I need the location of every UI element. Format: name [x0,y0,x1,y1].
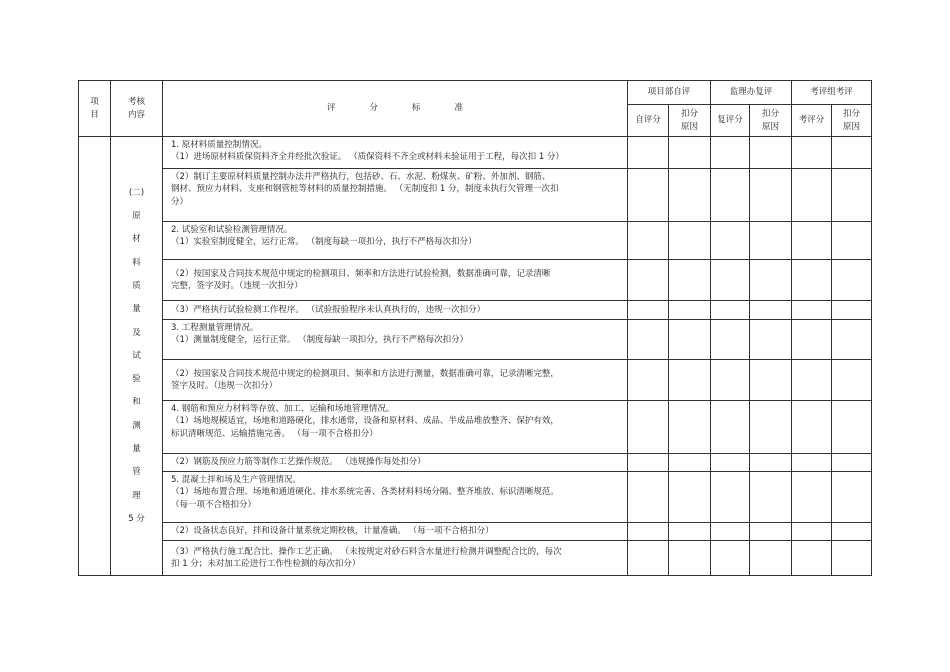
score-cell[interactable] [711,401,750,454]
header-standard: 评分标准 [163,81,628,137]
score-cell[interactable] [832,360,872,401]
header-review-score: 复评分 [711,105,750,137]
score-cell[interactable] [628,360,669,401]
score-cell[interactable] [711,523,750,541]
score-cell[interactable] [792,301,832,320]
header-panel-score: 考评分 [792,105,832,137]
header-self-score: 自评分 [628,105,669,137]
score-cell[interactable] [669,523,711,541]
score-cell[interactable] [832,401,872,454]
score-cell[interactable] [628,222,669,260]
header-review-deduct: 扣分 原因 [750,105,792,137]
score-cell[interactable] [792,523,832,541]
score-cell[interactable] [792,260,832,301]
score-cell[interactable] [832,169,872,222]
score-cell[interactable] [750,320,792,360]
standard-row-3: 2. 试验室和试验检测管理情况。 （1）实验室制度健全，运行正常。 （制度每缺一项扣分，执行不严格每次扣分） [163,222,628,260]
score-cell[interactable] [711,222,750,260]
score-cell[interactable] [628,472,669,523]
score-cell[interactable] [750,454,792,472]
standard-row-5: （3）严格执行试验检测工作程序。 （试验报验程序未认真执行的，违规一次扣分） [163,301,628,320]
score-cell[interactable] [792,454,832,472]
standard-row-2: （2）制订主要原材料质量控制办法并严格执行，包括砂、石、水泥、粉煤灰、矿粉、外加剂、钢筋、 钢材、预应力材料、支座和钢管桩等材料的质量控制措施。 （无制度扣 1 分，制度未执行欠管理一次扣 分） [163,169,628,222]
score-cell[interactable] [750,222,792,260]
score-cell[interactable] [750,360,792,401]
score-cell[interactable] [669,472,711,523]
score-cell[interactable] [669,222,711,260]
score-cell[interactable] [711,301,750,320]
score-cell[interactable] [628,541,669,576]
score-cell[interactable] [669,541,711,576]
score-cell[interactable] [669,169,711,222]
header-self-deduct: 扣分 原因 [669,105,711,137]
score-cell[interactable] [711,541,750,576]
standard-row-4: （2）按国家及合同技术规范中规定的检测项目、频率和方法进行试验检测，数据准确可靠，记录清晰 完整，签字及时。（违规一次扣分） [163,260,628,301]
score-cell[interactable] [711,454,750,472]
score-cell[interactable] [628,137,669,169]
standard-row-9: （2）钢筋及预应力筋等制作工艺操作规范。 （违规操作每处扣分） [163,454,628,472]
score-cell[interactable] [832,523,872,541]
header-group-supervisor: 监理办复评 [711,81,792,105]
score-cell[interactable] [669,454,711,472]
score-cell[interactable] [750,137,792,169]
score-cell[interactable] [832,260,872,301]
score-cell[interactable] [792,169,832,222]
score-cell[interactable] [792,472,832,523]
score-cell[interactable] [669,401,711,454]
score-cell[interactable] [750,301,792,320]
scoring-table [78,80,872,576]
score-cell[interactable] [792,541,832,576]
score-cell[interactable] [711,472,750,523]
score-cell[interactable] [669,137,711,169]
standard-row-1: 1. 原材料质量控制情况。 （1）进场原材料质保资料齐全并经批次验证。 （质保资料不齐全或材料未验证用于工程，每次扣 1 分） [163,137,628,169]
header-content: 考核 内容 [111,81,163,137]
score-cell[interactable] [628,260,669,301]
score-cell[interactable] [792,360,832,401]
score-cell[interactable] [832,222,872,260]
score-cell[interactable] [711,260,750,301]
score-cell[interactable] [669,320,711,360]
score-cell[interactable] [792,401,832,454]
standard-row-12: （3）严格执行施工配合比、操作工艺正确。 （未按规定对砂石料含水量进行检测并调整配合比的，每次 扣 1 分；未对加工砼进行工作性检测的每次扣分） [163,541,628,576]
score-cell[interactable] [832,472,872,523]
header-item: 项 目 [79,81,111,137]
standard-row-10: 5. 混凝土拌和场及生产管理情况。 （1）场地布置合理、场地和通道硬化、排水系统完善、各类材料料场分隔、整齐堆放、标识清晰规范。 （每一项不合格扣分） [163,472,628,523]
score-cell[interactable] [711,360,750,401]
score-cell[interactable] [750,523,792,541]
header-panel-deduct: 扣分 原因 [832,105,872,137]
score-cell[interactable] [711,137,750,169]
standard-row-6: 3. 工程测量管理情况。 （1）测量制度健全，运行正常。 （制度每缺一项扣分，执行不严格每次扣分） [163,320,628,360]
standard-row-8: 4. 钢筋和预应力材料等存放、加工、运输和场地管理情况。 （1）场地规模适宜，场地和道路硬化，排水通常，设备和原材料、成品、半成品堆放整齐、保护有效， 标识清晰规范、运输措施完善。 （每一项不合格扣分） [163,401,628,454]
score-cell[interactable] [628,523,669,541]
score-cell[interactable] [792,222,832,260]
score-cell[interactable] [628,169,669,222]
score-cell[interactable] [750,541,792,576]
score-cell[interactable] [711,169,750,222]
score-cell[interactable] [792,137,832,169]
standard-row-7: （2）按国家及合同技术规范中规定的检测项目、频率和方法进行测量，数据准确可靠，记录清晰完整， 签字及时。（违规一次扣分） [163,360,628,401]
header-group-panel: 考评组考评 [792,81,872,105]
header-group-self: 项目部自评 [628,81,711,105]
score-cell[interactable] [792,320,832,360]
score-cell[interactable] [628,454,669,472]
score-cell[interactable] [628,320,669,360]
score-cell[interactable] [832,301,872,320]
score-cell[interactable] [669,260,711,301]
score-cell[interactable] [750,260,792,301]
score-cell[interactable] [669,301,711,320]
section-label: (二) 原 材 料 质 量 及 试 验 和 测 量 管 理 5 分 [111,137,163,576]
score-cell[interactable] [750,472,792,523]
score-cell[interactable] [628,301,669,320]
score-cell[interactable] [750,169,792,222]
item-cell [79,137,111,576]
score-cell[interactable] [750,401,792,454]
score-cell[interactable] [832,320,872,360]
score-cell[interactable] [832,137,872,169]
score-cell[interactable] [711,320,750,360]
score-cell[interactable] [628,401,669,454]
standard-row-11: （2）设备状态良好，拌和设备计量系统定期校核，计量准确。 （每一项不合格扣分） [163,523,628,541]
score-cell[interactable] [832,541,872,576]
score-cell[interactable] [832,454,872,472]
score-cell[interactable] [669,360,711,401]
